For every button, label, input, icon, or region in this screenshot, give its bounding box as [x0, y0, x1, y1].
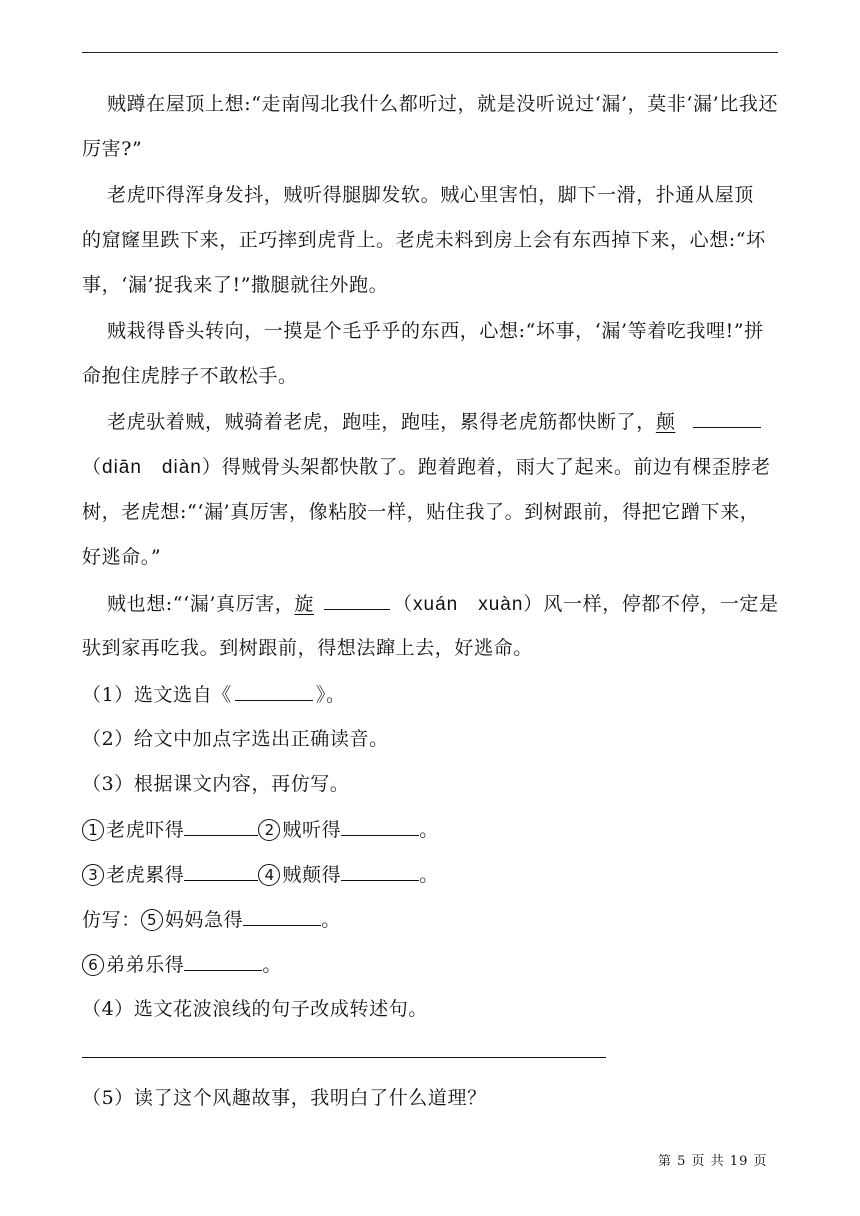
item-4-text: 贼颠得	[282, 864, 342, 886]
item-1-blank[interactable]	[184, 817, 258, 836]
pinyin-options-xuan: （xuán xuàn）	[393, 594, 544, 615]
paragraph-1-line-1: 贼蹲在屋顶上想:“走南闯北我什么都听过，就是没听说过‘漏’，莫非‘漏’比我还	[107, 93, 779, 115]
circled-number-2: 2	[258, 819, 280, 841]
paragraph-2-line-2: 的窟窿里跌下来，正巧摔到虎背上。老虎未料到房上会有东西掉下来，心想:“坏	[82, 229, 766, 251]
item-2-blank[interactable]	[341, 817, 419, 836]
paragraph-2-line-3: 事，‘漏’捉我来了!”撒腿就往外跑。	[82, 274, 389, 296]
book-title-blank[interactable]	[235, 682, 313, 701]
item-row-4	[82, 952, 778, 977]
item-row-4-period: 。	[262, 954, 283, 976]
paragraph-4-text: 老虎驮着贼，贼骑着老虎，跑哇，跑哇，累得老虎筋都快断了，	[107, 411, 656, 433]
circled-number-5: 5	[141, 909, 163, 931]
question-5: （5）读了这个风趣故事，我明白了什么道理？	[82, 1087, 487, 1109]
item-row-2-period: 。	[419, 864, 439, 886]
item-6-text: 弟弟乐得	[106, 954, 185, 976]
item-row-3-period: 。	[321, 909, 341, 931]
paragraph-5-line-1-rest: 风一样，停都不停，一定是	[543, 593, 779, 615]
question-1-end: 》。	[315, 684, 346, 706]
question-2: （2）给文中加点字选出正确读音。	[82, 728, 389, 750]
paragraph-3-line-2: 命抱住虎脖子不敢松手。	[82, 365, 298, 387]
pinyin-options-dian: （diān diàn）	[82, 457, 222, 478]
paragraph-4-line-3: 树，老虎想:“‘漏’真厉害，像粘胶一样，贴住我了。到树跟前，得把它蹭下来，	[82, 501, 760, 523]
item-3-blank[interactable]	[184, 862, 258, 881]
item-row-1	[82, 817, 778, 842]
answer-line[interactable]	[82, 1057, 606, 1058]
circled-number-1: 1	[82, 819, 104, 841]
pinyin-blank-2[interactable]	[324, 591, 390, 610]
paragraph-5-line-1	[82, 591, 778, 617]
header-rule	[82, 52, 778, 53]
item-4-blank[interactable]	[341, 862, 419, 881]
paragraph-5-line-2: 驮到家再吃我。到树跟前，得想法蹿上去，好逃命。	[82, 637, 533, 659]
item-row-3	[82, 907, 778, 932]
imitation-label: 仿写：	[82, 909, 141, 931]
pinyin-blank-1[interactable]	[693, 409, 761, 428]
paragraph-5-text: 贼也想:“‘漏’真厉害，	[107, 593, 295, 615]
item-row-2	[82, 862, 778, 887]
item-2-text: 贼听得	[282, 819, 342, 841]
paragraph-2-line-1: 老虎吓得浑身发抖，贼听得腿脚发软。贼心里害怕，脚下一滑，扑通从屋顶	[107, 184, 754, 206]
page-footer: 第 5 页 共 19 页	[658, 1154, 768, 1169]
question-1-text: （1）选文选自《	[82, 684, 232, 706]
item-5-text: 妈妈急得	[164, 909, 244, 931]
dotted-char-xuan: 旋	[294, 593, 315, 615]
paragraph-4-line-4: 好逃命。”	[82, 546, 162, 568]
circled-number-6: 6	[82, 954, 104, 976]
item-1-text: 老虎吓得	[106, 819, 185, 841]
paragraph-4-line-2	[82, 455, 778, 480]
dotted-char-dian: 颠	[655, 411, 676, 433]
question-3: （3）根据课文内容，再仿写。	[82, 773, 350, 795]
question-1	[82, 682, 778, 707]
circled-number-3: 3	[82, 864, 104, 886]
item-6-blank[interactable]	[184, 952, 262, 971]
item-row-1-period: 。	[419, 819, 439, 841]
paragraph-4-line-1	[82, 409, 778, 434]
paragraph-1-line-2: 厉害?”	[82, 138, 143, 160]
question-4: （4）选文花波浪线的句子改成转述句。	[82, 998, 428, 1020]
paragraph-3-line-1: 贼栽得昏头转向，一摸是个毛乎乎的东西，心想:“坏事，‘漏’等着吃我哩!”拼	[107, 320, 764, 342]
paragraph-4-line-2-text: 得贼骨头架都快散了。跑着跑着，雨大了起来。前边有棵歪脖老	[221, 456, 771, 478]
circled-number-4: 4	[258, 864, 280, 886]
item-5-blank[interactable]	[243, 907, 321, 926]
item-3-text: 老虎累得	[106, 864, 185, 886]
